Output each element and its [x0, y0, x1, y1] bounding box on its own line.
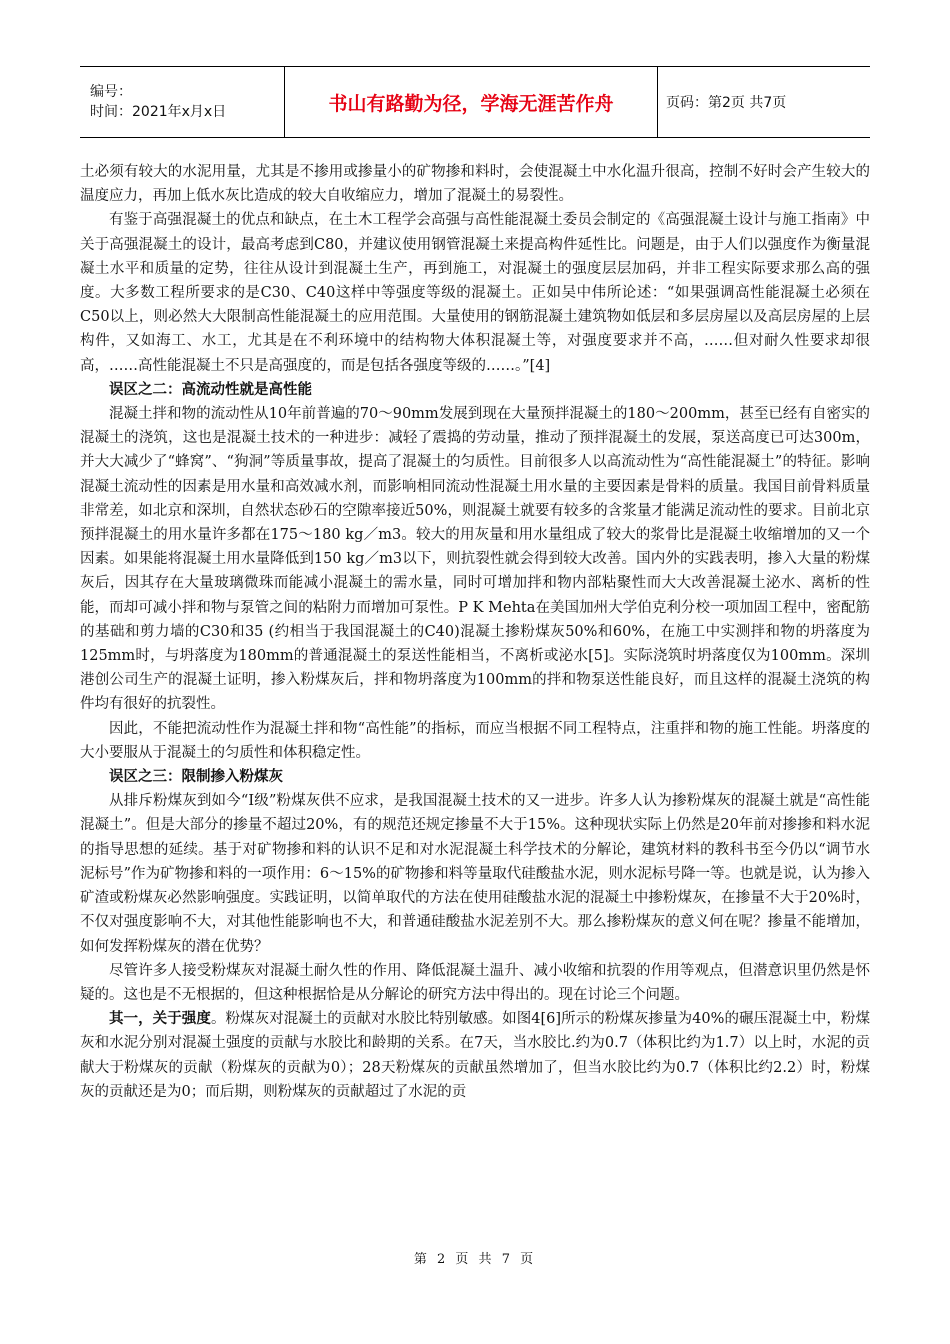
paragraph: 从排斥粉煤灰到如今“Ⅰ级”粉煤灰供不应求，是我国混凝土技术的又一进步。许多人认为掺粉煤灰的混凝土就是“高性能混凝土”。但是大部分的掺量不超过20%，有的规范还规定掺量不大于15%。这种现状实际上仍然是20年前对掺掺和料水泥的指导思想的延续。基于对矿物掺和料的认识不足和对水泥混凝土科学技术的分解论，建筑材料的教科书至今仍以“调节水泥标号”作为矿物掺和料的一项作用：6～15%的矿物掺和料等量取代硅酸盐水泥，则水泥标号降一等。也就是说，认为掺入矿渣或粉煤灰必然影响强度。实践证明，以简单取代的方法在使用硅酸盐水泥的混凝土中掺粉煤灰，在掺量不大于20%时，不仅对强度影响不大，对其他性能影响也不大，和普通硅酸盐水泥差别不大。那么掺粉煤灰的意义何在呢？掺量不能增加，如何发挥粉煤灰的潜在优势？ [80, 793, 870, 955]
paragraph: 土必须有较大的水泥用量，尤其是不掺用或掺量小的矿物掺和料时，会使混凝土中水化温升很高，控制不好时会产生较大的温度应力，再加上低水灰比造成的较大自收缩应力，增加了混凝土的易裂性。 [80, 164, 870, 205]
paragraph: 混凝土拌和物的流动性从10年前普遍的70～90mm发展到现在大量预拌混凝土的180～200mm，甚至已经有自密实的混凝土的浇筑，这也是混凝土技术的一种进步：减轻了震捣的劳动量，推动了预拌混凝土的发展，泵送高度已可达300m，并大大减少了“蜂窝”、“狗洞”等质量事故，提高了混凝土的匀质性。目前很多人以高流动性为“高性能混凝土”的特征。影响混凝土流动性的因素是用水量和高效减水剂，而影响相同流动性混凝土用水量的主要因素是骨料的质量。我国目前骨料质量非常差，如北京和深圳，自然状态砂石的空隙率接近50%，则混凝土就要有较多的含浆量才能满足流动性的要求。目前北京预拌混凝土的用水量许多都在175～180 kg／m3。较大的用灰量和用水量组成了较大的浆骨比是混凝土收缩增加的又一个因素。如果能将混凝土用水量降低到150 kg／m3以下，则抗裂性就会得到较大改善。国内外的实践表明，掺入大量的粉煤灰后，因其存在大量玻璃微珠而能减小混凝土的需水量，同时可增加拌和物内部粘聚性而大大改善混凝土泌水、离析的性能，而却可减小拌和物与泵管之间的粘附力而增加可泵性。P K Mehta在美国加州大学伯克利分校一项加固工程中，密配筋的基础和剪力墙的C30和35 (约相当于我国混凝土的C40)混凝土掺粉煤灰50%和60%，在施工中实测拌和物的坍落度为125mm时，与坍落度为180mm的普通混凝土的泵送性能相当，不离析或泌水[5]。实际浇筑时坍落度仅为100mm。深圳港创公司生产的混凝土证明，掺入粉煤灰后，拌和物坍落度为100mm的拌和物泵送性能良好，而且这样的混凝土浇筑的构件均有很好的抗裂性。 [80, 406, 870, 713]
section-heading: 误区之三：限制掺入粉煤灰 [109, 769, 283, 786]
number-label: 编号： [90, 84, 132, 100]
paragraph: 有鉴于高强混凝土的优点和缺点，在土木工程学会高强与高性能混凝土委员会制定的《高强混凝土设计与施工指南》中关于高强混凝土的设计，最高考虑到C80，并建议使用钢管混凝土来提高构件延性比。问题是，由于人们以强度作为衡量混凝土水平和质量的定势，往往从设计到混凝土生产，再到施工，对混凝土的强度层层加码，并非工程实际要求那么高的强度。大多数工程所要求的是C30、C40这样中等强度等级的混凝土。正如吴中伟所论述：“如果强调高性能混凝土必须在C50以上，则必然大大限制高性能混凝土的应用范围。大量使用的钢筋混凝土建筑物如低层和多层房屋以及高层房屋的上层构件，又如海工、水工，尤其是在不利环境中的结构物大体积混凝土等，对强度要求并不高，……但对耐久性要求却很高，……高性能混凝土不只是高强度的，而是包括各强度等级的……。”[4] [80, 212, 870, 374]
time-label: 时间：2021年x月x日 [90, 104, 227, 120]
paragraph-text: 。粉煤灰对混凝土的贡献对水胶比特别敏感。如图4[6]所示的粉煤灰掺量为40%的碾压混凝土中，粉煤灰和水泥分别对混凝土强度的贡献与水胶比和龄期的关系。在7天，当水胶比.约为0.7（体积比约为1.7）以上时，水泥的贡献大于粉煤灰的贡献（粉煤灰的贡献为0）；28天粉煤灰的贡献虽然增加了，但当水胶比约为0.7（体积比约2.2）时，粉煤灰的贡献还是为0；而后期，则粉煤灰的贡献超过了水泥的贡 [80, 1011, 870, 1100]
page-footer: 第 2 页 共 7 页 [413, 1252, 537, 1267]
header-motto-cell [284, 67, 658, 137]
paragraph-lead: 其一，关于强度 [109, 1011, 211, 1028]
paragraph: 因此，不能把流动性作为混凝土拌和物“高性能”的指标，而应当根据不同工程特点，注重拌和物的施工性能。坍落度的大小要服从于混凝土的匀质性和体积稳定性。 [80, 720, 870, 761]
page-label: 页码：第2页 共7页 [666, 95, 787, 111]
document-body [80, 160, 870, 1104]
header-meta [80, 67, 284, 137]
paragraph [80, 1007, 870, 1104]
paragraph: 尽管许多人接受粉煤灰对混凝土耐久性的作用、降低混凝土温升、减小收缩和抗裂的作用等观点，但潜意识里仍然是怀疑的。这也是不无根据的，但这种根据恰是从分解论的研究方法中得出的。现在讨论三个问题。 [80, 962, 870, 1003]
section-heading: 误区之二：高流动性就是高性能 [109, 381, 312, 398]
page-header [80, 66, 870, 138]
header-page-cell [658, 67, 870, 137]
motto-text: 书山有路勤为径，学海无涯苦作舟 [328, 92, 614, 115]
